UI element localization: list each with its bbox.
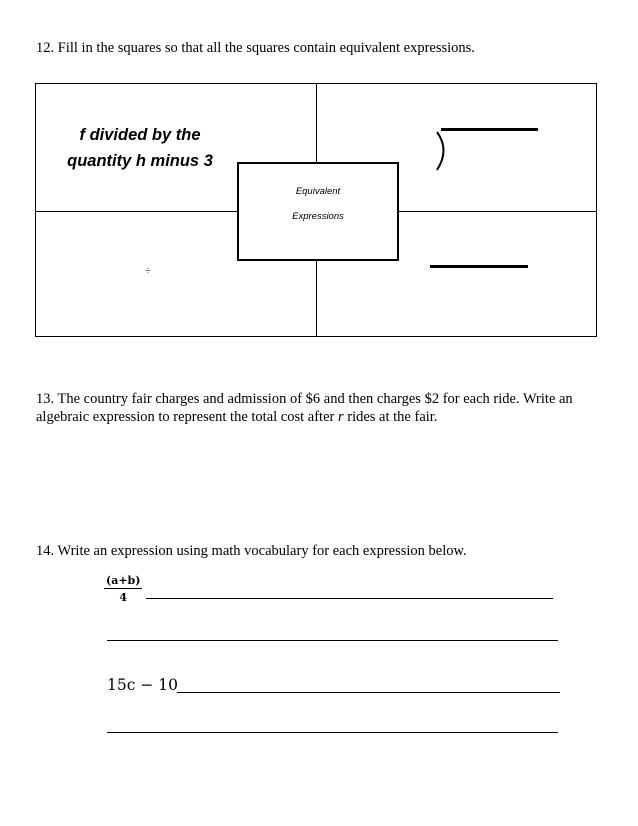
expression-a-plus-b-over-4 (104, 574, 142, 605)
question-13-line-2 (36, 408, 573, 426)
question-13-text: algebraic expression to represent the total cost after (36, 409, 338, 425)
answer-line-2[interactable] (107, 640, 558, 641)
long-division-bracket-icon (432, 130, 452, 174)
top-left-line-1: f divided by the (79, 126, 201, 144)
top-left-line-2: quantity h minus 3 (67, 152, 213, 170)
center-label-equivalent: Equivalent (295, 186, 341, 197)
center-box (237, 162, 399, 261)
fraction-denominator: 4 (119, 591, 128, 604)
question-14-prompt: 14. Write an expression using math vocabulary for each expression below. (36, 543, 467, 559)
division-symbol: ÷ (145, 266, 151, 277)
top-left-square-text (40, 122, 240, 174)
expression-15c-minus-10: 15c − 10 (107, 676, 178, 694)
fraction-bar (430, 265, 528, 268)
answer-line-3[interactable] (177, 692, 560, 693)
question-12-prompt: 12. Fill in the squares so that all the squares contain equivalent expressions. (36, 40, 475, 56)
question-13-line-1: 13. The country fair charges and admission of $6 and then charges $2 for each ride. Write an (36, 391, 573, 407)
answer-line-1[interactable] (146, 598, 553, 599)
question-13-text-end: rides at the fair. (343, 409, 438, 425)
question-13-prompt (36, 390, 573, 426)
answer-line-4[interactable] (107, 732, 558, 733)
variable-r: r (337, 409, 344, 425)
long-division-bar (441, 128, 538, 131)
fraction-numerator: (a+b) (106, 574, 141, 587)
center-label-expressions: Expressions (292, 211, 344, 222)
